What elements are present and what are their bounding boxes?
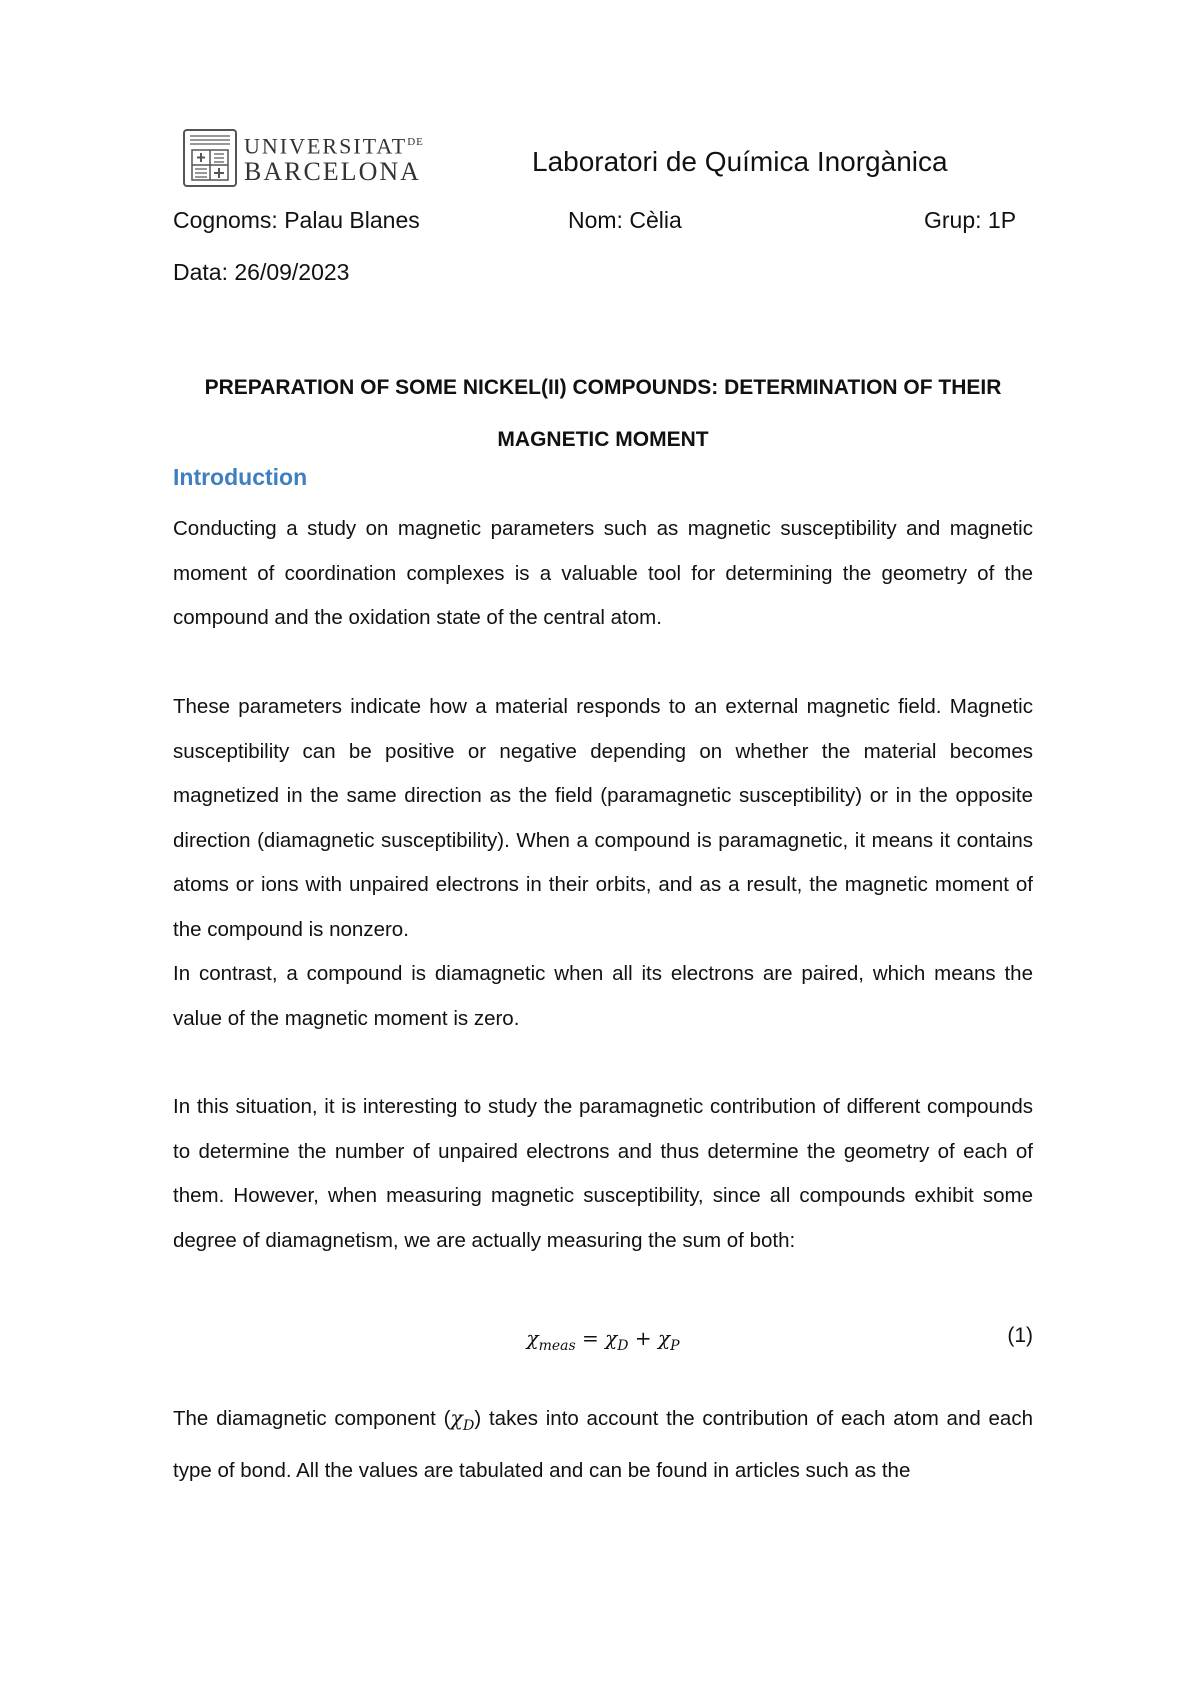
lab-title: Laboratori de Química Inorgànica	[532, 146, 948, 177]
logo-line1-suffix: DE	[407, 136, 424, 148]
paragraph-3: In contrast, a compound is diamagnetic when all its electrons are paired, which means the value of the magnetic moment is zero.	[173, 962, 1033, 1030]
subscript-meas: meas	[538, 1338, 576, 1354]
paragraph-5-before: The diamagnetic component (	[173, 1407, 451, 1430]
paragraph-4: In this situation, it is interesting to study the paramagnetic contribution of different compounds to determine the number of unpaired electrons and thus determine the geometry of each of them. However, when measuring magnetic susceptibility, since all compounds exhibit some degree of diamagnetism, we are actually measuring the sum of both:	[173, 1095, 1033, 1252]
equation-number: (1)	[1007, 1324, 1033, 1347]
name-field: Nom: Cèlia	[568, 207, 682, 233]
chi-symbol: χ	[605, 1326, 618, 1350]
logo-wordmark	[244, 130, 424, 186]
university-logo	[182, 128, 424, 188]
chi-symbol: χ	[658, 1326, 671, 1350]
section-heading-introduction: Introduction	[173, 464, 308, 490]
chi-d-subscript: D	[462, 1418, 475, 1435]
document-title: PREPARATION OF SOME NICKEL(II) COMPOUNDS: DETERMINATION OF THEIR MAGNETIC MOMENT	[204, 376, 1002, 451]
logo-line2: BARCELONA	[244, 157, 421, 187]
subscript-d: D	[617, 1338, 629, 1354]
chi-d-symbol: χ	[450, 1406, 463, 1430]
paragraph-1: Conducting a study on magnetic parameters such as magnetic susceptibility and magnetic moment of coordination complexes is a valuable tool for determining the geometry of the compound and the oxidation state of the central atom.	[173, 517, 1033, 629]
logo-line1: UNIVERSITAT	[244, 133, 408, 159]
paragraph-5	[173, 1396, 1033, 1493]
chi-symbol: χ	[526, 1326, 539, 1350]
plus-sign: +	[628, 1326, 658, 1350]
equals-sign: =	[575, 1326, 606, 1350]
subscript-p: P	[670, 1338, 680, 1354]
equation-1	[173, 1316, 1033, 1360]
equation-body	[173, 1326, 1033, 1354]
surname-field: Cognoms: Palau Blanes	[173, 207, 420, 233]
paragraph-5-after: ) takes into account the contribution of each atom and each type of bond. All the values are tabulated and can be found in articles such as the	[173, 1407, 1033, 1482]
group-field: Grup: 1P	[924, 207, 1017, 233]
university-seal-icon	[182, 128, 238, 188]
paragraph-2: These parameters indicate how a material responds to an external magnetic field. Magnetic susceptibility can be positive or negative depending on whether the material becomes magnetized in the same direction as the field (paramagnetic susceptibility) or in the opposite direction (diamagnetic susceptibility). When a compound is paramagnetic, it means it contains atoms or ions with unpaired electrons in their orbits, and as a result, the magnetic moment of the compound is nonzero.	[173, 695, 1033, 941]
date-field: Data: 26/09/2023	[173, 259, 350, 285]
